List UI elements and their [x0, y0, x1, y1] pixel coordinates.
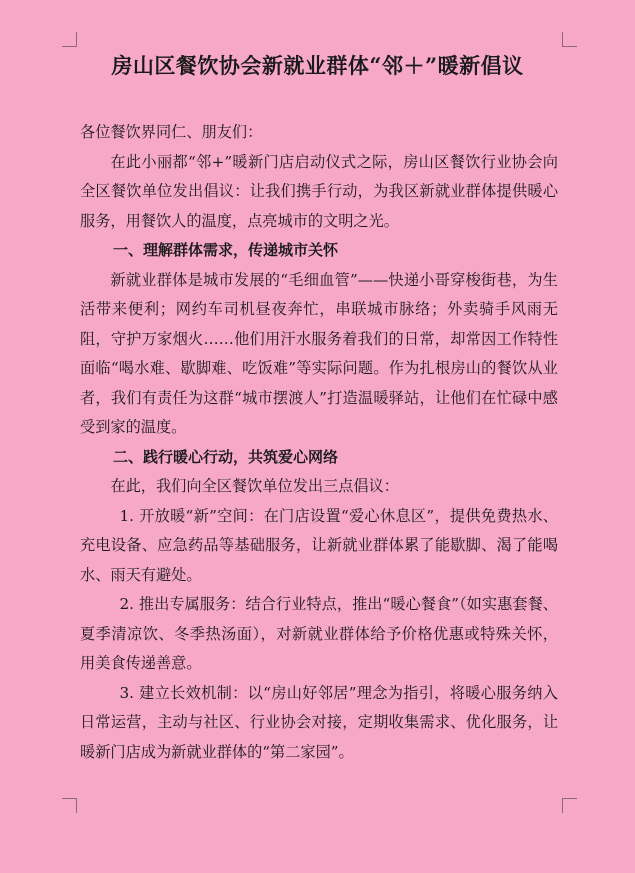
proposal-item-3: 3. 建立长效机制：以“房山好邻居”理念为指引，将暖心服务纳入日常运营，主动与社区、行业协会对接，定期收集需求、优化服务，让暖新门店成为新就业群体的“第二家园”。 [80, 683, 558, 761]
section-1-paragraph: 新就业群体是城市发展的“毛细血管”——快递小哥穿梭街巷，为生活带来便利；网约车司机昼夜奔忙，串联城市脉络；外卖骑手风雨无阻，守护万家烟火……他们用汗水服务着我们的日常，却常因工作特性面临“喝水难、歇脚难、吃饭难”等实际问题。作为扎根房山的餐饮从业者，我们有责任为这群“城市摆渡人”打造温暖驿站，让他们在忙碌中感受到家的温度。 [80, 270, 558, 436]
proposal-item-1: 1. 开放暖“新”空间：在门店设置“爱心休息区”，提供免费热水、充电设备、应急药品等基础服务，让新就业群体累了能歇脚、渴了能喝水、雨天有避处。 [80, 506, 558, 584]
document-title: 房山区餐饮协会新就业群体“邻＋”暖新倡议 [111, 53, 524, 78]
margin-corner-mark-bottom-left [62, 798, 77, 813]
margin-corner-mark-top-left [62, 32, 77, 47]
section-2-intro: 在此，我们向全区餐饮单位发出三点倡议： [110, 477, 399, 495]
intro-paragraph: 在此小丽都“邻+”暖新门店启动仪式之际，房山区餐饮行业协会向全区餐饮单位发出倡议：让我们携手行动，为我区新就业群体提供暖心服务，用餐饮人的温度，点亮城市的文明之光。 [80, 152, 558, 230]
section-1-heading: 一、理解群体需求，传递城市关怀 [113, 241, 339, 259]
margin-corner-mark-bottom-right [562, 798, 577, 813]
proposal-item-2: 2. 推出专属服务：结合行业特点，推出“暖心餐食”（如实惠套餐、夏季清凉饮、冬季热汤面），对新就业群体给予价格优惠或特殊关怀，用美食传递善意。 [80, 595, 558, 672]
salutation: 各位餐饮界同仁、朋友们： [80, 123, 263, 141]
margin-corner-mark-top-right [562, 32, 577, 47]
document-body [80, 118, 558, 767]
section-2-heading: 二、践行暖心行动，共筑爱心网络 [113, 447, 339, 466]
